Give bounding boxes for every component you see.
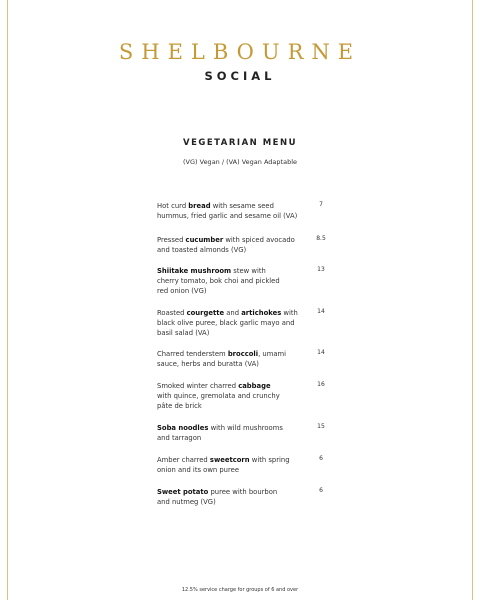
menu-item-text: Smoked winter charred — [157, 382, 239, 390]
menu-item-highlight: Shiitake mushroom — [157, 267, 232, 275]
menu-item-description — [157, 201, 302, 221]
menu-item-description — [157, 235, 302, 255]
menu-item-text: with wild mushrooms — [208, 424, 283, 432]
menu-item-description — [157, 423, 302, 443]
menu-item-text: with spring — [249, 456, 290, 464]
menu-item-highlight: cabbage — [238, 382, 271, 390]
menu-item-text: and nutmeg (VG) — [157, 498, 216, 506]
menu-item — [157, 201, 327, 221]
menu-item-price: 7 — [319, 201, 323, 208]
menu-item — [157, 235, 327, 255]
menu-item-highlight: Sweet potato — [157, 488, 209, 496]
menu-item — [157, 349, 327, 369]
menu-item-highlight: Soba noodles — [157, 424, 209, 432]
menu-item-text: red onion (VG) — [157, 287, 207, 295]
menu-item-highlight: cucumber — [185, 236, 224, 244]
menu-item-text: with — [281, 309, 298, 317]
menu-item-text: with spiced avocado — [223, 236, 295, 244]
menu-item-highlight: courgette — [186, 309, 225, 317]
menu-item-price: 8.5 — [316, 235, 326, 242]
menu-item-description — [157, 308, 302, 338]
menu-item-highlight: artichokes — [241, 309, 282, 317]
left-border-rule — [7, 0, 8, 600]
menu-item-text: puree with bourbon — [208, 488, 278, 496]
menu-item-text: stew with — [231, 267, 266, 275]
menu-item-price: 13 — [317, 266, 325, 273]
menu-item-highlight: broccoli — [227, 350, 259, 358]
menu-item-highlight: sweetcorn — [209, 456, 250, 464]
menu-item-text: Roasted — [157, 309, 187, 317]
menu-item-highlight: bread — [188, 202, 211, 210]
menu-item-price: 15 — [317, 423, 325, 430]
menu-item-text: with sesame seed — [210, 202, 274, 210]
menu-item — [157, 266, 327, 296]
menu-item — [157, 308, 327, 338]
menu-item — [157, 487, 327, 507]
brand-subtitle: SOCIAL — [204, 69, 276, 83]
service-charge-note: 12.5% service charge for groups of 6 and over — [181, 587, 299, 593]
menu-item-text: sauce, herbs and buratta (VA) — [157, 360, 259, 368]
menu-item-price: 14 — [317, 349, 325, 356]
menu-item-price: 14 — [317, 308, 325, 315]
menu-item-text: pâte de brick — [157, 402, 202, 410]
menu-item-description — [157, 487, 302, 507]
menu-item-text: cherry tomato, bok choi and pickled — [157, 277, 280, 285]
menu-title: VEGETARIAN MENU — [182, 138, 298, 148]
right-border-rule — [472, 0, 473, 600]
menu-item-text: onion and its own puree — [157, 466, 240, 474]
menu-item-text: with quince, gremolata and crunchy — [157, 392, 280, 400]
menu-item-price: 6 — [319, 487, 323, 494]
menu-item-text: Charred tenderstem — [157, 350, 228, 358]
menu-item-description — [157, 381, 302, 411]
menu-item-text: and toasted almonds (VG) — [157, 246, 247, 254]
menu-item — [157, 423, 327, 443]
brand-name: SHELBOURNE — [118, 40, 362, 64]
menu-dietary-note: (VG) Vegan / (VA) Vegan Adaptable — [183, 158, 297, 166]
menu-item-text: basil salad (VA) — [157, 329, 210, 337]
menu-item-price: 6 — [319, 455, 323, 462]
menu-item — [157, 381, 327, 411]
menu-item-description — [157, 266, 302, 296]
menu-item-text: Pressed — [157, 236, 186, 244]
menu-item-text: Amber charred — [157, 456, 210, 464]
menu-item — [157, 455, 327, 475]
menu-item-description — [157, 349, 302, 369]
menu-item-text: black olive puree, black garlic mayo and — [157, 319, 295, 327]
menu-item-description — [157, 455, 302, 475]
menu-item-price: 16 — [317, 381, 325, 388]
menu-item-text: and — [224, 309, 242, 317]
menu-item-text: hummus, fried garlic and sesame oil (VA) — [157, 212, 298, 220]
menu-item-text: Hot curd — [157, 202, 189, 210]
menu-item-text: and tarragon — [157, 434, 202, 442]
menu-item-text: , umami — [258, 350, 287, 358]
